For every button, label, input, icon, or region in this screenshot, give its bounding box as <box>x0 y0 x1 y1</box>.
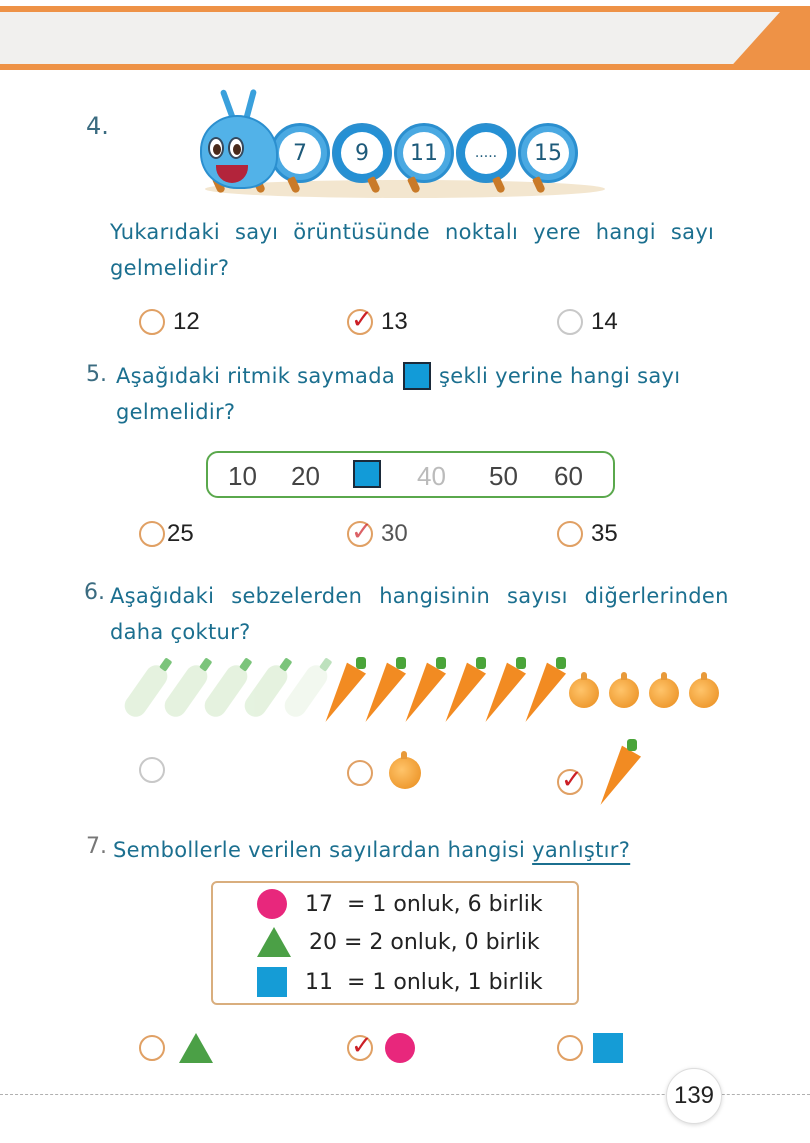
carrot-leaves-icon <box>476 657 486 669</box>
q4-option-c[interactable] <box>557 308 618 336</box>
carrot-icon <box>595 747 635 807</box>
q7-option-c[interactable] <box>557 1033 623 1063</box>
symbol-row-square <box>257 967 543 997</box>
blue-square-icon <box>593 1033 623 1063</box>
carrot-leaves-icon <box>556 657 566 669</box>
radio-icon[interactable] <box>139 1035 165 1061</box>
segment-value: 11 <box>403 132 445 174</box>
q7-option-b[interactable] <box>347 1033 415 1063</box>
onion-icon <box>609 678 639 708</box>
radio-icon[interactable] <box>557 521 583 547</box>
blue-square-icon <box>257 967 287 997</box>
q5-option-a[interactable] <box>139 520 194 548</box>
question-4-text <box>110 214 714 286</box>
sequence-value: 10 <box>228 461 257 491</box>
onion-icon <box>649 678 679 708</box>
question-5-line2: gelmelidir? <box>116 400 236 424</box>
onion-icon <box>389 757 421 789</box>
zucchini-icon <box>240 661 291 721</box>
symbol-values-box <box>211 881 579 1005</box>
symbol-row-triangle <box>257 927 540 957</box>
radio-checked-icon[interactable] <box>347 305 373 335</box>
question-7-emphasis: yanlıştır? <box>532 838 631 862</box>
sequence-value: 50 <box>489 461 518 491</box>
segment-value: 7 <box>279 132 321 174</box>
sequence-blank <box>353 460 381 495</box>
carrot-leaves-icon <box>356 657 366 669</box>
pink-circle-icon <box>385 1033 415 1063</box>
option-label: 35 <box>591 520 618 547</box>
blue-square-icon <box>403 362 431 390</box>
check-icon: ✓ <box>351 517 373 547</box>
carrot-leaves-icon <box>516 657 526 669</box>
option-label: 30 <box>381 520 408 547</box>
pink-circle-icon <box>257 889 287 919</box>
question-7-number: 7. <box>86 834 107 859</box>
header-title-panel <box>0 12 780 64</box>
question-5-part1: Aşağıdaki ritmik saymada <box>116 364 395 388</box>
check-icon: ✓ <box>561 765 583 795</box>
q4-option-a[interactable] <box>139 308 200 336</box>
symbol-row-text: 17 = 1 onluk, 6 birlik <box>305 891 543 917</box>
question-7-main: Sembollerle verilen sayılardan hangisi <box>113 838 533 862</box>
q6-option-c[interactable] <box>557 757 635 807</box>
question-6-line2: daha çoktur? <box>110 620 251 644</box>
eye-icon <box>228 137 244 159</box>
check-icon: ✓ <box>351 1031 373 1061</box>
segment-value: ..... <box>465 132 507 174</box>
sequence-value: 20 <box>291 461 320 491</box>
segment-value: 9 <box>341 132 383 174</box>
radio-icon[interactable] <box>139 757 165 783</box>
sequence-value: 40 <box>417 461 446 491</box>
question-5-text <box>116 358 680 430</box>
zucchini-icon <box>200 661 251 721</box>
option-label: 12 <box>173 308 200 335</box>
caterpillar-head <box>200 115 278 189</box>
question-4-line1: Yukarıdaki sayı örüntüsünde noktalı yere hangi sayı <box>110 220 715 244</box>
radio-checked-icon[interactable] <box>347 1031 373 1061</box>
mouth-icon <box>216 165 248 183</box>
radio-checked-icon[interactable] <box>557 765 583 795</box>
question-5-part2: şekli yerine hangi sayı <box>439 364 681 388</box>
q6-option-b[interactable] <box>347 757 421 789</box>
sequence-value: 60 <box>554 461 583 491</box>
q4-option-b[interactable] <box>347 305 408 336</box>
question-5-number: 5. <box>86 362 107 387</box>
green-triangle-icon <box>179 1033 213 1063</box>
caterpillar-segment-1 <box>270 123 330 183</box>
page-header-band <box>0 0 810 70</box>
segment-value: 15 <box>527 132 569 174</box>
q5-option-c[interactable] <box>557 520 618 548</box>
radio-icon[interactable] <box>139 521 165 547</box>
q5-option-b[interactable] <box>347 517 408 548</box>
page-number: 139 <box>666 1068 722 1124</box>
question-4-line2: gelmelidir? <box>110 256 230 280</box>
question-6-line1: Aşağıdaki sebzelerden hangisinin sayısı diğerlerinden <box>110 584 729 608</box>
radio-icon[interactable] <box>139 309 165 335</box>
radio-icon[interactable] <box>557 309 583 335</box>
caterpillar-segment-3 <box>394 123 454 183</box>
carrot-leaves-icon <box>436 657 446 669</box>
blue-square-icon <box>353 460 381 488</box>
symbol-row-text: 20 = 2 onluk, 0 birlik <box>309 929 540 955</box>
caterpillar-segment-blank <box>456 123 516 183</box>
onion-icon <box>689 678 719 708</box>
question-4-number: 4. <box>86 112 109 140</box>
caterpillar-segment-5 <box>518 123 578 183</box>
radio-icon[interactable] <box>557 1035 583 1061</box>
carrot-body <box>591 746 641 811</box>
radio-checked-icon[interactable] <box>347 517 373 547</box>
q6-option-a[interactable] <box>139 757 165 783</box>
green-triangle-icon <box>257 927 291 957</box>
symbol-row-text: 11 = 1 onluk, 1 birlik <box>305 969 543 995</box>
check-icon: ✓ <box>351 305 373 335</box>
question-6-number: 6. <box>84 580 105 605</box>
carrot-leaves-icon <box>396 657 406 669</box>
header-top-edge <box>0 0 810 6</box>
question-7-text <box>113 832 630 868</box>
onion-icon <box>569 678 599 708</box>
zucchini-icon <box>160 661 211 721</box>
eye-icon <box>208 137 224 159</box>
option-label: 14 <box>591 308 618 335</box>
rhythmic-counting-box <box>206 451 615 498</box>
option-label: 25 <box>167 520 194 547</box>
option-label: 13 <box>381 308 408 335</box>
radio-icon[interactable] <box>347 760 373 786</box>
carrot-leaves-icon <box>627 739 637 751</box>
zucchini-icon <box>120 661 171 721</box>
caterpillar-segment-2 <box>332 123 392 183</box>
symbol-row-circle <box>257 889 543 919</box>
caterpillar-illustration <box>195 85 615 205</box>
question-6-text <box>110 578 729 650</box>
q7-option-a[interactable] <box>139 1033 213 1063</box>
